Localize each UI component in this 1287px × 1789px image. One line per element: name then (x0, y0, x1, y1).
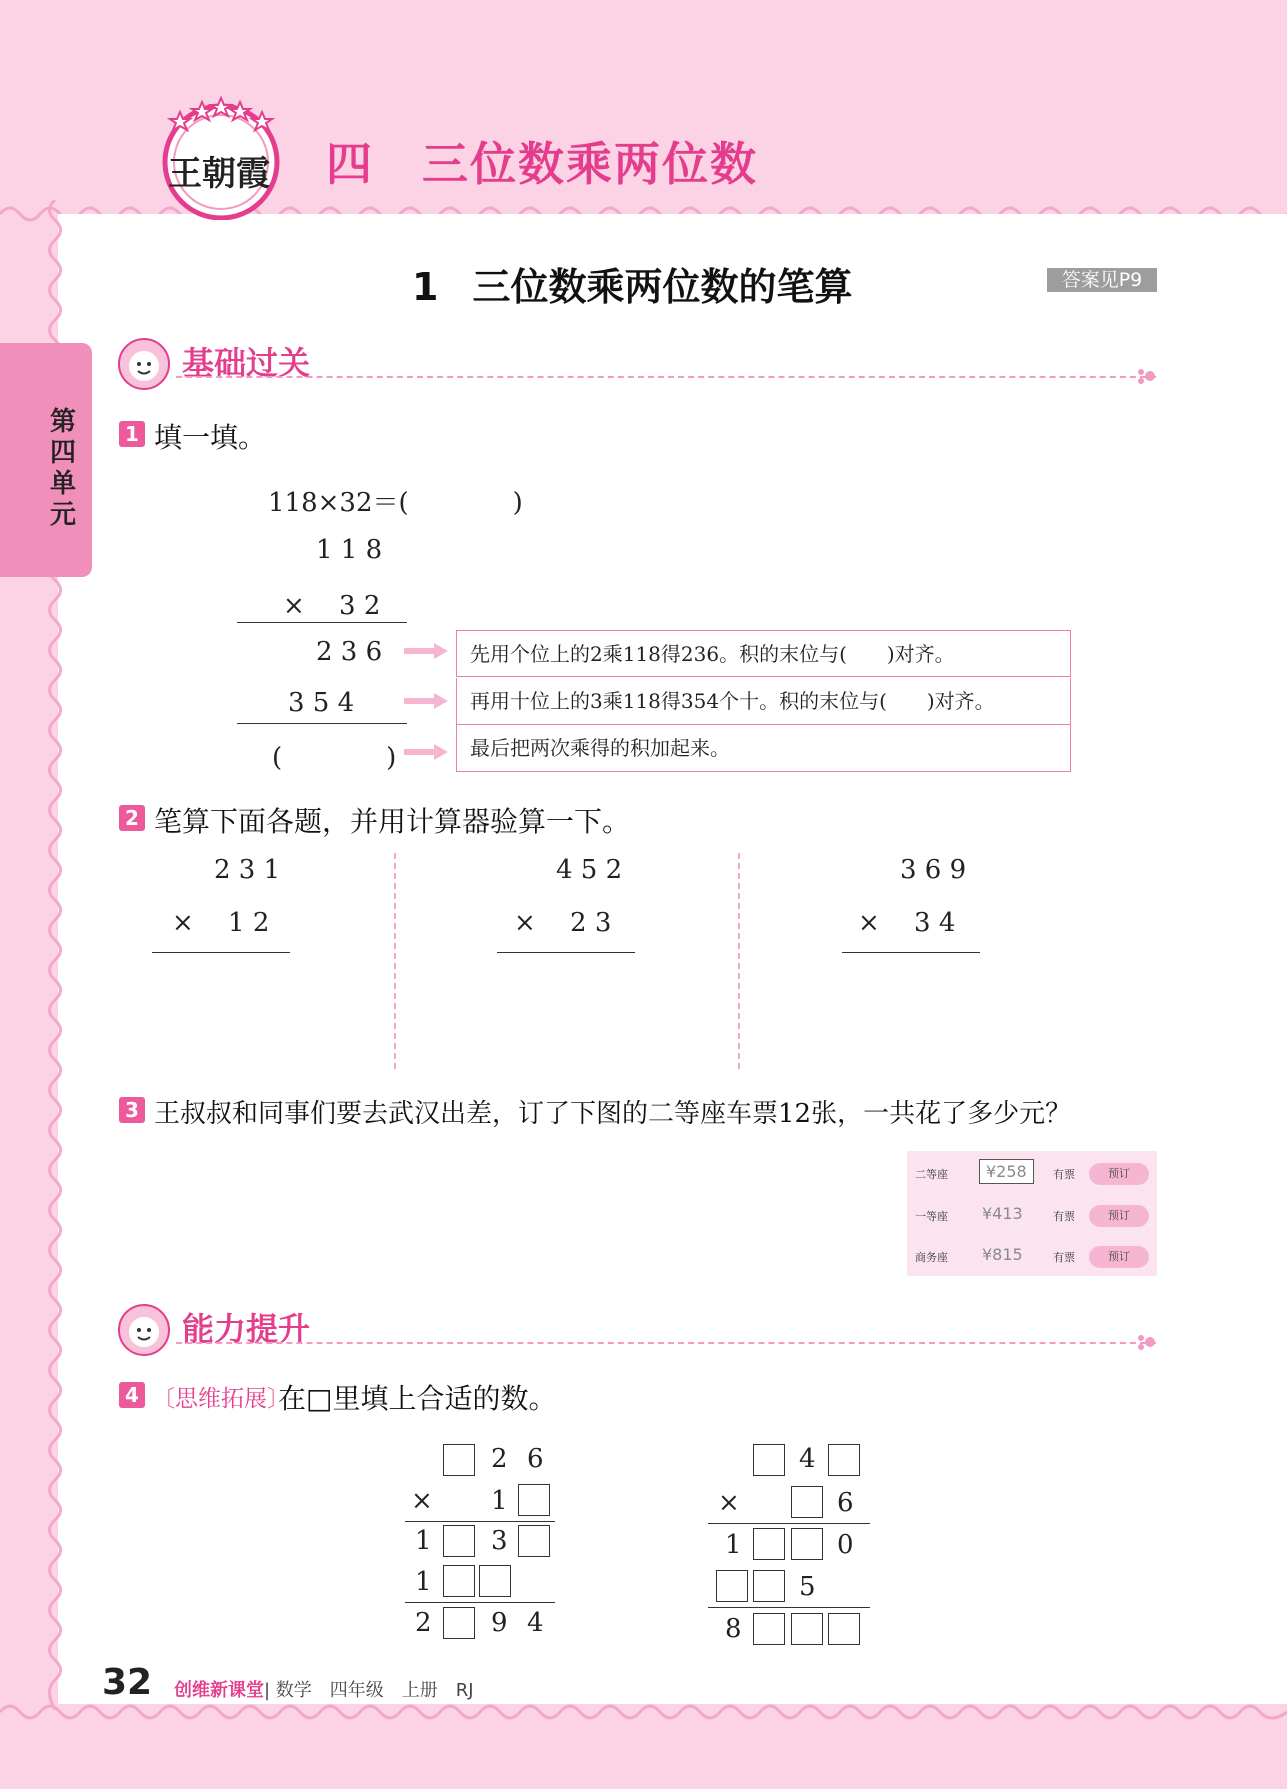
arrow-right-icon (404, 693, 448, 709)
section-advanced (116, 1302, 1164, 1362)
ticket-panel (907, 1151, 1157, 1276)
q1-equation: 118×32＝( ) (268, 488, 523, 518)
digit: 2 (415, 1608, 432, 1638)
digit: 3 (491, 1526, 508, 1556)
times-sign: × (411, 1486, 433, 1516)
digit: 1 (491, 1486, 508, 1516)
digit: 1 (415, 1526, 432, 1556)
q2-problem-3-line (842, 952, 980, 953)
question-2-text: 笔算下面各题，并用计算器验算一下。 (154, 805, 631, 838)
q2-problem-1-line (152, 952, 290, 953)
ticket-seat: 商务座 (915, 1251, 948, 1264)
ticket-seat: 二等座 (915, 1168, 948, 1181)
blank-box[interactable] (753, 1528, 785, 1560)
digit: 4 (799, 1444, 816, 1474)
blank-box[interactable] (753, 1613, 785, 1645)
ticket-book-button[interactable]: 预订 (1089, 1205, 1149, 1227)
question-1-text: 填一填。 (154, 421, 267, 454)
blank-box[interactable] (791, 1528, 823, 1560)
section-basic-title: 基础过关 (182, 344, 311, 382)
q2-problem-2-top: 4 5 2 (556, 855, 623, 885)
q1-result: ( ) (272, 743, 397, 773)
q1-line-1 (237, 622, 407, 623)
q2-problem-3-top: 3 6 9 (900, 855, 967, 885)
cartoon-face-icon (116, 1302, 172, 1356)
digit: 8 (725, 1614, 742, 1644)
q1-multiplier: × 3 2 (283, 591, 381, 621)
section-advanced-title: 能力提升 (182, 1310, 311, 1348)
blank-box[interactable] (753, 1444, 785, 1476)
ticket-status: 有票 (1053, 1251, 1075, 1264)
digit: 1 (725, 1530, 742, 1560)
ticket-book-button[interactable]: 预订 (1089, 1246, 1149, 1268)
blank-box[interactable] (443, 1525, 475, 1557)
ticket-price: ¥258 (979, 1159, 1034, 1184)
q1-partial-2: 3 5 4 (288, 688, 355, 718)
cartoon-face-icon (116, 336, 172, 390)
ticket-seat: 一等座 (915, 1210, 948, 1223)
dots-icon (1136, 368, 1160, 384)
ticket-price: ¥413 (982, 1204, 1023, 1223)
digit: 5 (799, 1572, 816, 1602)
blank-box[interactable] (518, 1484, 550, 1516)
ticket-row-business (907, 1236, 1157, 1276)
blank-box[interactable] (753, 1570, 785, 1602)
q2-problem-1-bottom: × 1 2 (172, 908, 270, 938)
q1-step-3: 最后把两次乘得的积加起来。 (456, 725, 1071, 772)
q2-problem-2-line (497, 952, 635, 953)
times-sign: × (718, 1488, 740, 1518)
ticket-row-second-class (907, 1153, 1157, 1193)
ticket-book-button[interactable]: 预订 (1089, 1163, 1149, 1185)
column-divider (738, 853, 740, 1069)
footer-brand: 创维新课堂 (174, 1680, 264, 1701)
lesson-name: 三位数乘两位数的笔算 (472, 265, 853, 309)
footer-info (174, 1676, 474, 1702)
digit: 9 (491, 1608, 508, 1638)
digit: 6 (527, 1444, 544, 1474)
blank-box[interactable] (828, 1613, 860, 1645)
chapter-name: 三位数乘两位数 (422, 137, 758, 191)
question-4-text: 在□里填上合适的数。 (278, 1382, 557, 1415)
question-4-number: 4 (119, 1382, 145, 1408)
q4-right-line-2 (708, 1607, 870, 1608)
bottom-wave-border (0, 1700, 1287, 1724)
blank-box[interactable] (716, 1570, 748, 1602)
unit-side-tab (0, 343, 92, 577)
digit: 1 (415, 1567, 432, 1597)
q4-left-line-2 (405, 1602, 555, 1603)
unit-side-tab-label: 第四单元 (49, 407, 76, 530)
blank-box[interactable] (518, 1525, 550, 1557)
section-divider (176, 376, 1156, 378)
answer-reference-badge: 答案见P9 (1047, 268, 1157, 292)
q2-problem-2-bottom: × 2 3 (514, 908, 612, 938)
dots-icon (1136, 1334, 1160, 1350)
q4-right-line-1 (708, 1523, 870, 1524)
digit: 2 (491, 1444, 508, 1474)
q2-problem-1-top: 2 3 1 (214, 855, 281, 885)
digit: 0 (837, 1530, 854, 1560)
footer-subject: | 数学 四年级 上册 RJ (264, 1680, 474, 1701)
q4-left-line-1 (405, 1521, 555, 1522)
blank-box[interactable] (443, 1444, 475, 1476)
q2-problem-3-bottom: × 3 4 (858, 908, 956, 938)
digit: 4 (527, 1608, 544, 1638)
question-3-number: 3 (119, 1097, 145, 1123)
q1-step-1: 先用个位上的2乘118得236。积的末位与( )对齐。 (456, 630, 1071, 677)
section-basic (116, 336, 1164, 396)
ticket-price: ¥815 (982, 1245, 1023, 1264)
section-divider (176, 1342, 1156, 1344)
blank-box[interactable] (443, 1607, 475, 1639)
ticket-status: 有票 (1053, 1210, 1075, 1223)
question-4-tag: 〔思维拓展〕 (152, 1386, 290, 1412)
ticket-status: 有票 (1053, 1168, 1075, 1181)
blank-box[interactable] (791, 1486, 823, 1518)
lesson-title (412, 256, 852, 311)
q1-step-2: 再用十位上的3乘118得354个十。积的末位与( )对齐。 (456, 678, 1071, 725)
arrow-right-icon (404, 744, 448, 760)
blank-box[interactable] (791, 1613, 823, 1645)
blank-box[interactable] (828, 1444, 860, 1476)
chapter-number: 四 (326, 137, 374, 191)
ticket-row-first-class (907, 1195, 1157, 1235)
question-2-number: 2 (119, 805, 145, 831)
chapter-title (326, 128, 758, 194)
blank-box[interactable] (443, 1565, 475, 1597)
question-3-text: 王叔叔和同事们要去武汉出差，订了下图的二等座车票12张，一共花了多少元？ (154, 1099, 1072, 1129)
question-1-number: 1 (119, 421, 145, 447)
blank-box[interactable] (479, 1565, 511, 1597)
column-divider (394, 853, 396, 1069)
page-number: 32 (102, 1662, 153, 1703)
arrow-right-icon (404, 643, 448, 659)
lesson-number: 1 (412, 265, 439, 309)
q1-partial-1: 2 3 6 (316, 637, 383, 667)
q1-multiplicand: 1 1 8 (316, 535, 383, 565)
digit: 6 (837, 1488, 854, 1518)
logo-text: 王朝霞 (168, 154, 270, 194)
q1-line-2 (237, 723, 407, 724)
